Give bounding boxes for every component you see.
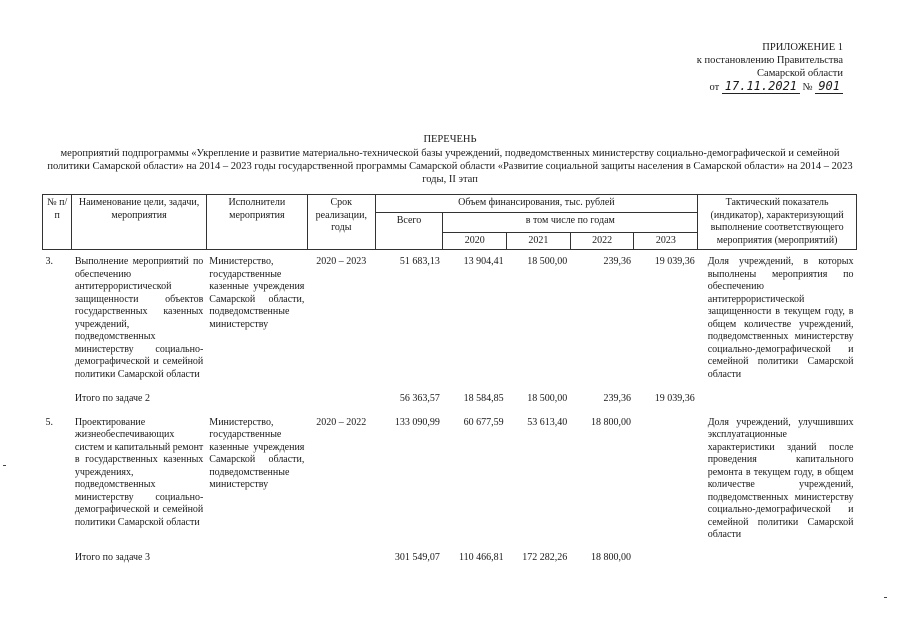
row-2023 xyxy=(634,408,698,544)
row-executors: Министерство, государственные казенные учреждения Самарской области, подведомственные министерству xyxy=(209,256,305,330)
decree-number: 901 xyxy=(815,79,843,94)
header-funding: Объем финансирования, тыс. рублей xyxy=(375,195,698,213)
subtotal-2022: 239,36 xyxy=(603,393,631,404)
row-term: 2020 – 2022 xyxy=(316,416,367,428)
row-2021: 53 613,40 xyxy=(527,416,568,428)
subtotal-2023 xyxy=(634,544,698,567)
header-by-years: в том числе по годам xyxy=(443,212,698,232)
row-indicator: Доля учреждений, в которых выполнены мероприятия по обеспечению антитеррористической защищенности в текущем году, в общем количестве учреждений, подведомственных министерству социально-демографической и семейной политики Самарской области xyxy=(707,256,854,380)
row-2022: 239,36 xyxy=(603,256,631,267)
header-year-2023: 2023 xyxy=(634,232,698,250)
subtotal-2022: 18 800,00 xyxy=(590,551,631,563)
header-indicator: Тактический показатель (индикатор), характеризующий выполнение соответствующего мероприятия (мероприятий) xyxy=(698,195,857,250)
subtotal-label: Итого по задаче 2 xyxy=(74,393,150,404)
row-term: 2020 – 2023 xyxy=(316,256,367,267)
header-executors: Исполнители мероприятия xyxy=(206,195,307,250)
row-indicator: Доля учреждений, улучшивших эксплуатационные характеристики зданий после проведения капитального ремонта в текущем году, в общем количестве учреждений, подведомственных министерству социально-демографической и семейной политики Самарской области xyxy=(707,416,854,540)
document-title xyxy=(40,133,860,186)
subtotal-2020: 110 466,81 xyxy=(458,551,504,563)
header-num: № п/п xyxy=(43,195,72,250)
title-heading: ПЕРЕЧЕНЬ xyxy=(423,134,477,145)
row-name: Выполнение мероприятий по обеспечению антитеррористической защищенности объектов государственных казенных учреждений, подведомственных министерству социально-демографической и семейной политики Самарской области xyxy=(74,256,204,380)
scan-speck xyxy=(3,465,6,466)
scan-speck xyxy=(884,597,887,598)
decree-date: 17.11.2021 xyxy=(722,79,800,94)
header-name: Наименование цели, задачи, мероприятия xyxy=(72,195,206,250)
appendix-decree-line: к постановлению Правительства xyxy=(696,55,843,66)
table-row xyxy=(43,250,857,384)
row-2021: 18 500,00 xyxy=(527,256,568,267)
appendix-region-line: Самарской области xyxy=(757,68,843,79)
row-2022: 18 800,00 xyxy=(590,416,631,428)
appendix-label: ПРИЛОЖЕНИЕ 1 xyxy=(762,42,843,53)
row-num: 5. xyxy=(45,416,53,428)
number-prefix: № xyxy=(802,82,813,93)
header-term: Срок реализации, годы xyxy=(307,195,375,250)
subtotal-2021: 18 500,00 xyxy=(527,393,568,404)
header-year-2022: 2022 xyxy=(570,232,634,250)
appendix-date-line xyxy=(663,80,843,94)
date-prefix: от xyxy=(709,82,720,93)
title-text: мероприятий подпрограммы «Укрепление и развитие материально-технической базы учреждений, подведомственных министерству социально-демографической и семейной политики Самарской области» на 2014 – 2023 годы государственной программы Самарской области «Развитие социальной защиты населения в Самарской области» на 2014 – 2023 годы, II этап xyxy=(47,148,853,185)
subtotal-row xyxy=(43,544,857,567)
subtotal-row xyxy=(43,383,857,408)
appendix-header xyxy=(663,41,843,94)
subtotal-total: 301 549,07 xyxy=(394,551,440,563)
header-year-2021: 2021 xyxy=(507,232,571,250)
subtotal-2021: 172 282,26 xyxy=(522,551,568,563)
row-num: 3. xyxy=(45,256,53,267)
subtotal-total: 56 363,57 xyxy=(399,393,440,404)
row-name: Проектирование жизнеобеспечивающих систем и капитальный ремонт в государственных казенных учреждениях, подведомственных министерству социально-демографической и семейной политики Самарской области xyxy=(74,416,204,528)
row-2020: 13 904,41 xyxy=(463,256,504,267)
header-year-2020: 2020 xyxy=(443,232,507,250)
table-row xyxy=(43,408,857,544)
row-total: 51 683,13 xyxy=(399,256,440,267)
row-total: 133 090,99 xyxy=(394,416,440,428)
row-2023: 19 039,36 xyxy=(654,256,695,267)
subtotal-2023: 19 039,36 xyxy=(654,393,695,404)
measures-table xyxy=(42,194,857,566)
row-2020: 60 677,59 xyxy=(463,416,504,428)
subtotal-2020: 18 584,85 xyxy=(463,393,504,404)
header-total: Всего xyxy=(375,212,443,250)
row-executors: Министерство, государственные казенные учреждения Самарской области, подведомственные министерству xyxy=(209,416,305,490)
subtotal-label: Итого по задаче 3 xyxy=(74,551,150,563)
